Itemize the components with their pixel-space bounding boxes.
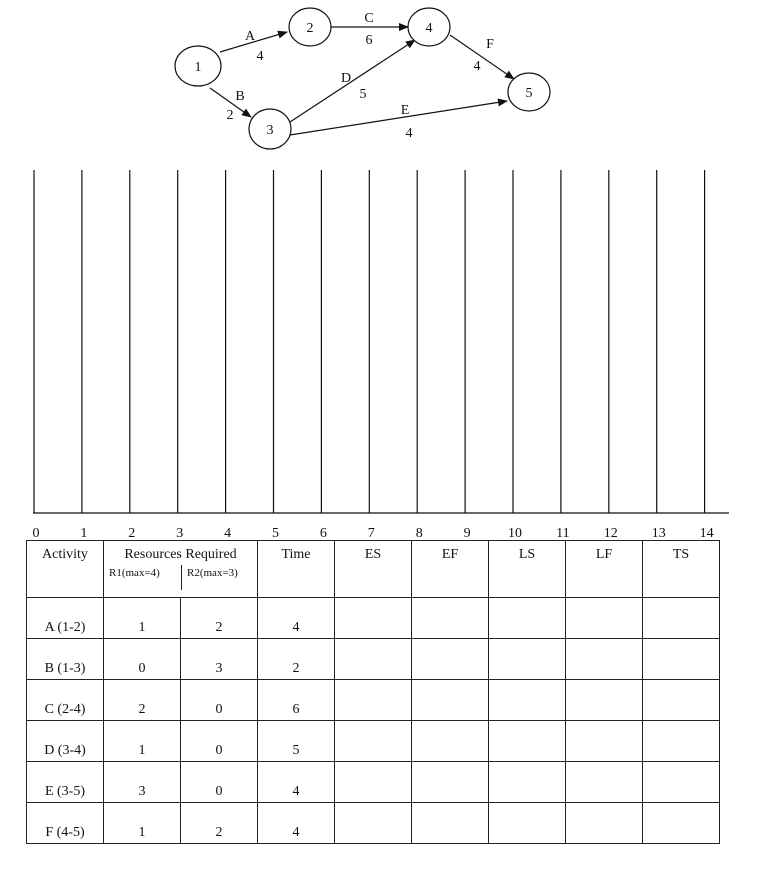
tick-label: 7 xyxy=(367,526,375,541)
tick-label: 12 xyxy=(603,526,618,541)
ef-cell[interactable] xyxy=(412,721,489,762)
r2-cell: 2 xyxy=(181,598,258,639)
activity-label-f: F xyxy=(486,37,494,52)
header-ts: TS xyxy=(643,541,720,598)
ts-cell[interactable] xyxy=(643,680,720,721)
tick-label: 5 xyxy=(272,526,279,541)
header-es: ES xyxy=(335,541,412,598)
r2-cell: 2 xyxy=(181,803,258,844)
r1-cell: 0 xyxy=(104,639,181,680)
activity-cell: B (1-3) xyxy=(27,639,104,680)
header-lf: LF xyxy=(566,541,643,598)
arrow-e xyxy=(290,101,507,135)
r1-cell: 3 xyxy=(104,762,181,803)
tick-label: 0 xyxy=(32,526,40,541)
time-cell: 2 xyxy=(258,639,335,680)
activity-duration-b: 2 xyxy=(226,108,234,123)
activity-label-e: E xyxy=(400,103,410,118)
activity-label-c: C xyxy=(364,11,374,26)
table-row xyxy=(27,598,720,639)
activity-duration-d: 5 xyxy=(359,87,367,102)
tick-label: 14 xyxy=(699,526,714,541)
time-cell: 4 xyxy=(258,803,335,844)
time-cell: 6 xyxy=(258,680,335,721)
time-axis-labels xyxy=(33,526,714,541)
header-r1: R1(max=4) xyxy=(109,567,160,579)
activity-duration-e: 4 xyxy=(405,126,413,141)
tick-label: 4 xyxy=(224,526,232,541)
header-resources xyxy=(104,541,258,598)
ef-cell[interactable] xyxy=(412,598,489,639)
tick-label: 8 xyxy=(415,526,423,541)
grid-lines xyxy=(34,170,705,513)
ls-cell[interactable] xyxy=(489,721,566,762)
node-label-5: 5 xyxy=(525,86,533,101)
arrow-f xyxy=(450,35,514,79)
activity-label-d: D xyxy=(340,71,352,86)
lf-cell[interactable] xyxy=(566,762,643,803)
ts-cell[interactable] xyxy=(643,803,720,844)
header-resources-divider xyxy=(181,565,182,590)
es-cell[interactable] xyxy=(335,762,412,803)
lf-cell[interactable] xyxy=(566,721,643,762)
ls-cell[interactable] xyxy=(489,803,566,844)
time-cell: 4 xyxy=(258,762,335,803)
lf-cell[interactable] xyxy=(566,680,643,721)
ls-cell[interactable] xyxy=(489,762,566,803)
node-label-1: 1 xyxy=(194,60,202,75)
r2-cell: 0 xyxy=(181,721,258,762)
time-grid xyxy=(0,160,760,545)
ls-cell[interactable] xyxy=(489,598,566,639)
header-activity: Activity xyxy=(27,541,104,598)
r1-cell: 2 xyxy=(104,680,181,721)
activity-network-diagram xyxy=(0,0,760,160)
header-resources-title: Resources Required xyxy=(124,547,237,562)
header-r2: R2(max=3) xyxy=(187,567,238,579)
ef-cell[interactable] xyxy=(412,639,489,680)
lf-cell[interactable] xyxy=(566,803,643,844)
activity-label-b: B xyxy=(235,89,245,104)
activity-cell: D (3-4) xyxy=(27,721,104,762)
table-header-row xyxy=(27,541,720,598)
tick-label: 6 xyxy=(319,526,327,541)
arrow-d xyxy=(290,40,415,122)
ls-cell[interactable] xyxy=(489,639,566,680)
time-cell: 4 xyxy=(258,598,335,639)
node-label-4: 4 xyxy=(425,21,433,36)
tick-label: 2 xyxy=(128,526,136,541)
header-ls: LS xyxy=(489,541,566,598)
table-row xyxy=(27,803,720,844)
r1-cell: 1 xyxy=(104,803,181,844)
ts-cell[interactable] xyxy=(643,598,720,639)
table-row xyxy=(27,762,720,803)
r2-cell: 3 xyxy=(181,639,258,680)
table-row xyxy=(27,680,720,721)
activity-duration-c: 6 xyxy=(365,33,373,48)
table-row xyxy=(27,639,720,680)
schedule-table xyxy=(26,540,720,844)
ef-cell[interactable] xyxy=(412,803,489,844)
time-cell: 5 xyxy=(258,721,335,762)
tick-label: 3 xyxy=(176,526,184,541)
node-label-3: 3 xyxy=(266,123,274,138)
node-label-2: 2 xyxy=(306,21,314,36)
es-cell[interactable] xyxy=(335,680,412,721)
header-time: Time xyxy=(258,541,335,598)
es-cell[interactable] xyxy=(335,639,412,680)
lf-cell[interactable] xyxy=(566,598,643,639)
r1-cell: 1 xyxy=(104,598,181,639)
tick-label: 13 xyxy=(651,526,666,541)
tick-label: 10 xyxy=(508,526,522,541)
activity-duration-f: 4 xyxy=(473,59,481,74)
activity-label-a: A xyxy=(244,29,256,44)
es-cell[interactable] xyxy=(335,598,412,639)
tick-label: 1 xyxy=(80,526,88,541)
table-row xyxy=(27,721,720,762)
r1-cell: 1 xyxy=(104,721,181,762)
tick-label: 11 xyxy=(556,526,570,541)
ts-cell[interactable] xyxy=(643,639,720,680)
lf-cell[interactable] xyxy=(566,639,643,680)
r2-cell: 0 xyxy=(181,680,258,721)
activity-cell: E (3-5) xyxy=(27,762,104,803)
activity-duration-a: 4 xyxy=(256,49,264,64)
ef-cell[interactable] xyxy=(412,680,489,721)
ef-cell[interactable] xyxy=(412,762,489,803)
ts-cell[interactable] xyxy=(643,721,720,762)
tick-label: 9 xyxy=(463,526,471,541)
header-ef: EF xyxy=(412,541,489,598)
es-cell[interactable] xyxy=(335,803,412,844)
r2-cell: 0 xyxy=(181,762,258,803)
ls-cell[interactable] xyxy=(489,680,566,721)
activity-cell: C (2-4) xyxy=(27,680,104,721)
ts-cell[interactable] xyxy=(643,762,720,803)
activity-cell: A (1-2) xyxy=(27,598,104,639)
activity-cell: F (4-5) xyxy=(27,803,104,844)
es-cell[interactable] xyxy=(335,721,412,762)
